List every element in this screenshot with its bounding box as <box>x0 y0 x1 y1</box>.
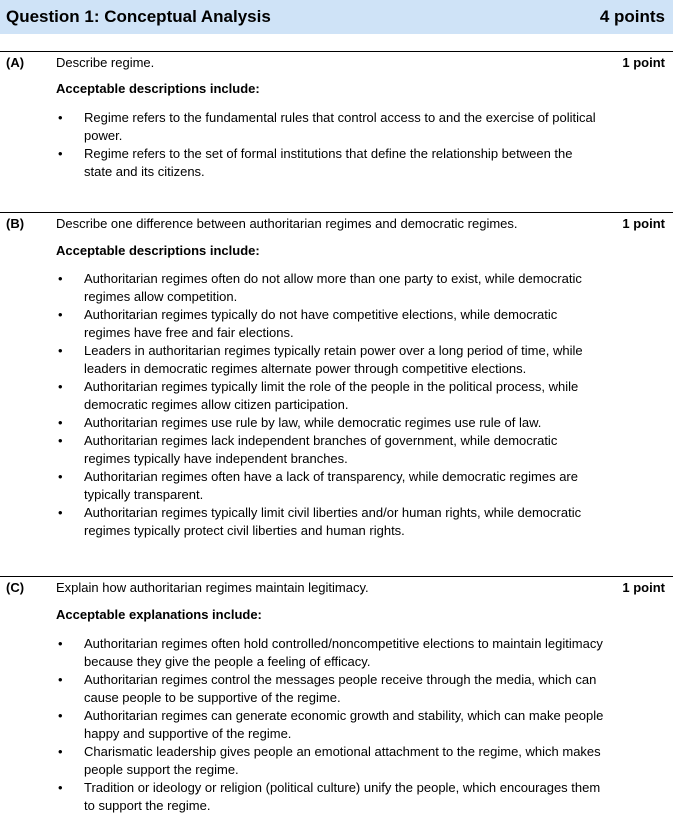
question-points: 4 points <box>599 7 665 26</box>
list-item: • Regime refers to the fundamental rules that control access to and the exercise of political power. <box>58 110 596 143</box>
answer-list <box>0 635 673 815</box>
list-item: • Authoritarian regimes control the messages people receive through the media, which can cause people to be supportive of the regime. <box>58 672 597 705</box>
section-points: 1 point <box>622 216 665 231</box>
section-divider <box>0 212 673 213</box>
bullet-icon: • <box>58 110 63 125</box>
bullet-icon: • <box>58 415 63 430</box>
section-divider <box>0 576 673 577</box>
section-subhead: Acceptable explanations include: <box>56 607 262 622</box>
list-item: • Authoritarian regimes often do not allow more than one party to exist, while democratic regimes allow competition. <box>58 271 582 304</box>
list-item: • Charismatic leadership gives people an emotional attachment to the regime, which makes people support the regime. <box>58 744 601 777</box>
bullet-icon: • <box>58 780 63 795</box>
question-header <box>0 0 673 34</box>
list-item: • Authoritarian regimes often hold controlled/noncompetitive elections to maintain legitimacy because they give the people a feeling of efficacy. <box>58 636 603 669</box>
bullet-icon: • <box>58 379 63 394</box>
bullet-icon: • <box>58 505 63 520</box>
list-item: • Tradition or ideology or religion (political culture) unify the people, which encourages them to support the regime. <box>58 780 601 813</box>
list-item: • Authoritarian regimes typically limit the role of the people in the political process, while democratic regimes allow citizen participation. <box>58 379 579 412</box>
section-letter: (B) <box>6 216 25 231</box>
bullet-icon: • <box>58 343 63 358</box>
list-item: • Leaders in authoritarian regimes typically retain power over a long period of time, while leaders in democratic regimes alternate power through competitive elections. <box>58 343 583 376</box>
section-subhead: Acceptable descriptions include: <box>56 81 260 96</box>
section-points: 1 point <box>622 580 665 595</box>
list-item: • Authoritarian regimes can generate economic growth and stability, which can make people happy and supportive of the regime. <box>58 708 604 741</box>
section-prompt: Describe one difference between authoritarian regimes and democratic regimes. <box>56 216 518 231</box>
bullet-icon: • <box>58 469 63 484</box>
answer-list <box>0 109 673 181</box>
list-item: • Authoritarian regimes typically do not have competitive elections, while democratic regimes have free and fair elections. <box>58 307 558 340</box>
list-item: • Authoritarian regimes typically limit civil liberties and/or human rights, while democratic regimes typically protect civil liberties and human rights. <box>58 505 582 538</box>
section-letter: (A) <box>6 55 25 70</box>
section-prompt: Explain how authoritarian regimes maintain legitimacy. <box>56 580 369 595</box>
list-item: • Authoritarian regimes lack independent branches of government, while democratic regimes typically have independent branches. <box>58 433 558 466</box>
question-title: Question 1: Conceptual Analysis <box>6 7 271 26</box>
bullet-icon: • <box>58 672 63 687</box>
bullet-icon: • <box>58 146 63 161</box>
section-points: 1 point <box>622 55 665 70</box>
bullet-icon: • <box>58 433 63 448</box>
bullet-icon: • <box>58 271 63 286</box>
list-item: • Authoritarian regimes often have a lack of transparency, while democratic regimes are typically transparent. <box>58 469 578 502</box>
section-prompt: Describe regime. <box>56 55 155 70</box>
list-item: • Regime refers to the set of formal institutions that define the relationship between the state and its citizens. <box>58 146 573 179</box>
section-divider <box>0 51 673 52</box>
bullet-icon: • <box>58 708 63 723</box>
bullet-icon: • <box>58 307 63 322</box>
bullet-icon: • <box>58 636 63 651</box>
list-item: • Authoritarian regimes use rule by law, while democratic regimes use rule of law. <box>58 415 542 430</box>
section-letter: (C) <box>6 580 25 595</box>
answer-list <box>0 270 673 540</box>
section-subhead: Acceptable descriptions include: <box>56 243 260 258</box>
bullet-icon: • <box>58 744 63 759</box>
